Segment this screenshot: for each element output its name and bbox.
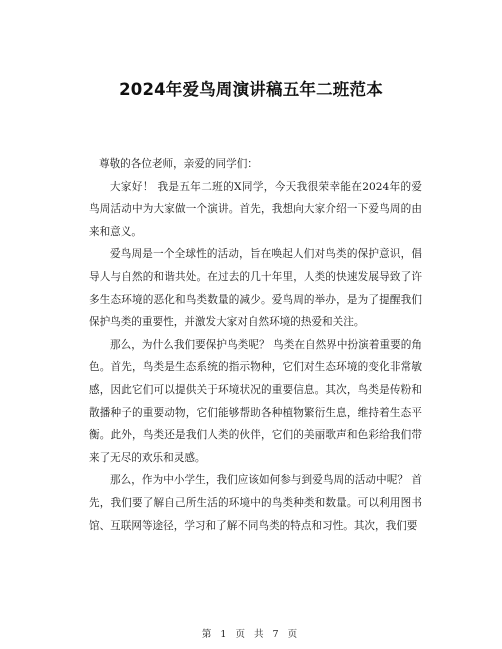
participation-paragraph: 那么，作为中小学生，我们应该如何参与到爱鸟周的活动中呢？ 首先，我们要了解自己所生活的环境中的鸟类种类和数量。可以利用图书馆、互联网等途径，学习和了解不同鸟类的特点和习性。其次，我们要 bbox=[89, 474, 422, 532]
greeting-paragraph: 大家好！ 我是五年二班的X同学，今天我很荣幸能在2024年的爱鸟周活动中为大家做一个演讲。首先，我想向大家介绍一下爱鸟周的由来和意义。 bbox=[89, 180, 422, 238]
document-title: 2024年爱鸟周演讲稿五年二班范本 bbox=[119, 80, 383, 99]
page-number-footer: 第 1 页 共 7 页 bbox=[201, 629, 301, 640]
document-body bbox=[89, 153, 422, 537]
intro-paragraph: 爱鸟周是一个全球性的活动，旨在唤起人们对鸟类的保护意识，倡导人与自然的和谐共处。在过去的几十年里，人类的快速发展导致了许多生态环境的恶化和鸟类数量的减少。爱鸟周的举办，是为了提醒我们保护鸟类的重要性，并激发大家对自然环境的热爱和关注。 bbox=[89, 248, 422, 329]
reason-paragraph: 那么，为什么我们要保护鸟类呢？ 鸟类在自然界中扮演着重要的角色。首先，鸟类是生态系统的指示物种，它们对生态环境的变化非常敏感，因此它们可以提供关于环境状况的重要信息。其次，鸟类是传粉和散播种子的重要动物，它们能够帮助各种植物繁衍生息，维持着生态平衡。此外，鸟类还是我们人类的伙伴，它们的美丽歌声和色彩给我们带来了无尽的欢乐和灵感。 bbox=[89, 338, 422, 464]
salutation-paragraph: 尊敬的各位老师，亲爱的同学们： bbox=[99, 158, 258, 170]
